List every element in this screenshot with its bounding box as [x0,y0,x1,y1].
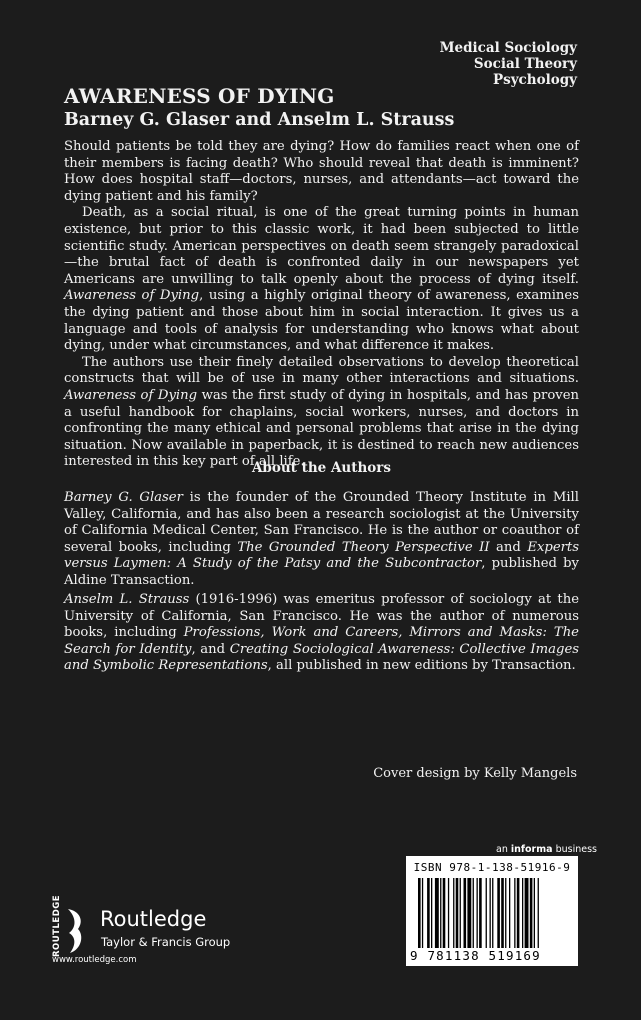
isbn-label: ISBN 978-1-138-51916-9 [413,861,571,874]
barcode-digits: 9 781138 519169 [410,948,541,963]
book-title-italic: The Grounded Theory Perspective II [237,539,490,555]
author-bio-glaser [64,490,579,590]
barcode-bars-icon [418,878,568,948]
back-cover-blurb [64,139,579,471]
routledge-emblem-icon [52,894,86,957]
bio-paragraph [64,592,579,675]
bio-text: , and [191,641,230,657]
book-title-italic: Awareness of Dying [64,387,198,403]
blurb-paragraph-2 [64,205,579,354]
informa-business-label [496,844,597,855]
publisher-group: Taylor & Francis Group [101,935,231,949]
subject-categories [440,40,577,88]
isbn-barcode [406,856,578,966]
blurb-paragraph-3 [64,355,579,471]
blurb-text: , using a highly original theory of awareness, examines the dying patient and those about him in social interaction. It gives us a language and tools of analysis for understanding who knows what about dying, under what circumstances, and what difference it makes. [64,288,579,354]
bio-text: is the founder of the Grounded Theory Institute in Mill Valley, California, and has also been a research sociologist at the University of California Medical Center, San Francisco. He is the author or coauthor of several books, including [64,490,579,555]
author-bio-strauss [64,592,579,675]
author-name: Anselm L. Strauss [64,592,190,607]
bio-text: (1916-1996) was emeritus professor of sociology at the University of California, San Francisco. He was the author of numerous books, including [64,592,579,641]
bio-paragraph [64,490,579,590]
blurb-paragraph-1: Should patients be told they are dying? How do families react when one of their members is facing death? Who should reveal that death is imminent? How does hospital staff—doctors, nurses, and attendants—act toward the dying patient and his family? [64,139,579,204]
routledge-vertical-wordmark: ROUTLEDGE [52,894,62,957]
bio-text: , published by Aldine Transaction. [64,556,579,588]
author-name: Barney G. Glaser [64,490,183,505]
book-title-italic: Professions, Work and Careers, Mirrors and Masks: The Search for Identity [64,625,579,657]
book-authors: Barney G. Glaser and Anselm L. Strauss [64,110,455,130]
informa-text: an [496,844,511,855]
book-title: AWARENESS OF DYING [64,84,335,108]
blurb-text: was the first study of dying in hospitals, and has proven a useful handbook for chaplains, social workers, nurses, and doctors in confronting the many ethical and personal problems that arise in the dying situation. Now available in paperback, it is destined to reach new audiences interested in this key part of all life. [64,387,580,470]
category-label: Social Theory [473,56,577,72]
informa-brand: informa [510,844,553,855]
category-label: Medical Sociology [439,40,577,56]
book-title-italic: Creating Sociological Awareness: Collective Images and Symbolic Representations [64,641,580,674]
blurb-text: The authors use their finely detailed observations to develop theoretical constructs that will be of use in many other interactions and situations. [64,354,579,387]
book-title-italic: Awareness of Dying [64,288,200,304]
informa-text: business [552,844,597,855]
publisher-url: www.routledge.com [52,955,137,965]
bio-text: and [489,539,528,555]
about-authors-heading: About the Authors [251,460,392,476]
book-title-italic: Experts versus Laymen: A Study of the Patsy and the Subcontractor [64,539,579,572]
category-label: Psychology [492,72,577,88]
publisher-name: Routledge [100,907,207,931]
cover-design-credit: Cover design by Kelly Mangels [373,766,577,781]
blurb-text: Death, as a social ritual, is one of the great turning points in human existence, but prior to this classic work, it had been subjected to little scientific study. American perspectives on death seem strangely paradoxical—the brutal fact of death is confronted daily in our newspapers yet Americans are unwilling to talk openly about the process of dying itself. [64,205,579,287]
bio-text: , all published in new editions by Transaction. [267,658,576,674]
